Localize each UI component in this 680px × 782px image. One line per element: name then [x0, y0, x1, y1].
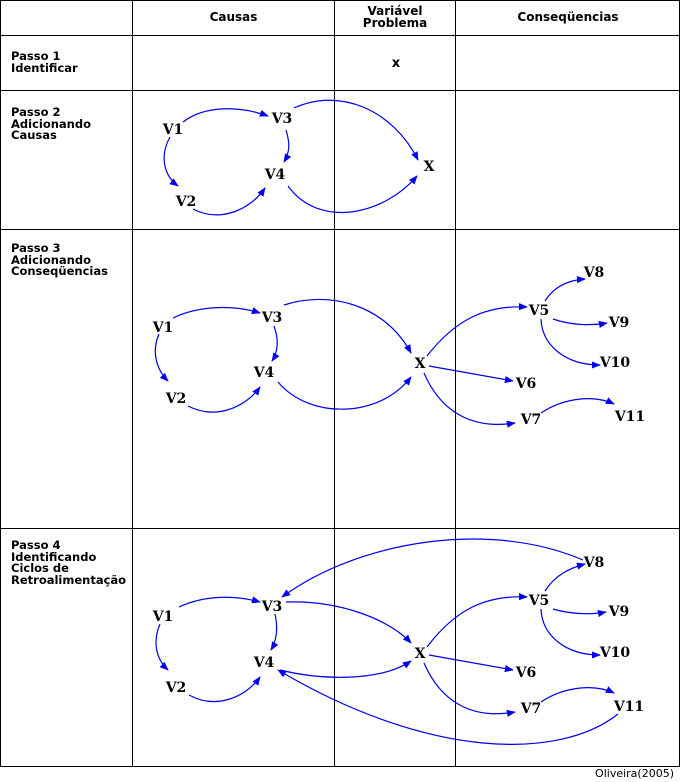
step4-node-v11: V11: [613, 699, 645, 715]
header-consequences: Conseqüencias: [517, 10, 619, 24]
step4-label-line3: Ciclos de: [11, 561, 69, 575]
step3-label-line2: Adicionando: [11, 252, 92, 267]
step4-label-line2: Identificando: [11, 549, 97, 564]
step2-node-v4: V4: [264, 167, 286, 183]
step3-node-v4: V4: [253, 365, 275, 381]
step4-node-v8: V8: [583, 555, 605, 571]
step4-node-v10: V10: [599, 645, 631, 661]
step2-label-line2: Adicionando: [11, 116, 92, 131]
step2-node-x: X: [423, 159, 435, 175]
step4-node-v6: V6: [515, 665, 537, 681]
step1-label-line2: Identificar: [11, 60, 78, 75]
step1-label-line1: Passo 1: [11, 49, 61, 63]
step1-label: [11, 51, 78, 74]
credit-text: Oliveira(2005): [595, 767, 674, 780]
step2-label: [11, 107, 91, 142]
step2-node-v1: V1: [162, 122, 184, 138]
step4-label-line1: Passo 4: [11, 538, 61, 552]
step3-node-v8: V8: [583, 265, 605, 281]
header-problem-line1: Variável: [367, 4, 423, 18]
step2-label-line3: Causas: [11, 128, 57, 142]
step3-node-x: X: [414, 356, 426, 372]
step3-label-line3: Conseqüencias: [11, 264, 108, 278]
step3-node-v3: V3: [261, 310, 283, 326]
step4-node-v4: V4: [253, 655, 275, 671]
step3-label-line1: Passo 3: [11, 241, 61, 255]
step2-node-v2: V2: [175, 194, 197, 210]
step4-label: [11, 540, 126, 586]
step4-node-x: X: [414, 646, 426, 662]
step3-node-v1: V1: [152, 320, 174, 336]
step3-label: [11, 243, 108, 278]
step1-x-mark: x: [391, 56, 401, 71]
step2-label-line1: Passo 2: [11, 105, 61, 119]
step3-node-v10: V10: [599, 355, 631, 371]
step3-node-v2: V2: [165, 391, 187, 407]
step2-diagram: [162, 100, 435, 215]
step4-node-v5: V5: [528, 593, 550, 609]
header-problem: [335, 5, 455, 29]
step3-node-v7: V7: [520, 412, 542, 428]
step3-node-v5: V5: [528, 303, 550, 319]
step3-node-v6: V6: [515, 376, 537, 392]
step4-node-v1: V1: [152, 609, 174, 625]
header-causes: Causas: [209, 10, 258, 24]
step4-node-v7: V7: [520, 701, 542, 717]
step2-node-v3: V3: [271, 111, 293, 127]
step3-diagram: [152, 265, 645, 428]
header-problem-line2: Problema: [362, 16, 428, 30]
step4-label-line4: Retroalimentação: [11, 572, 127, 587]
step4-diagram: [152, 539, 644, 744]
step4-node-v3: V3: [261, 599, 283, 615]
step4-node-v2: V2: [165, 680, 187, 696]
step4-node-v9: V9: [608, 604, 630, 620]
step3-node-v11: V11: [614, 409, 646, 425]
step3-node-v9: V9: [608, 315, 630, 331]
